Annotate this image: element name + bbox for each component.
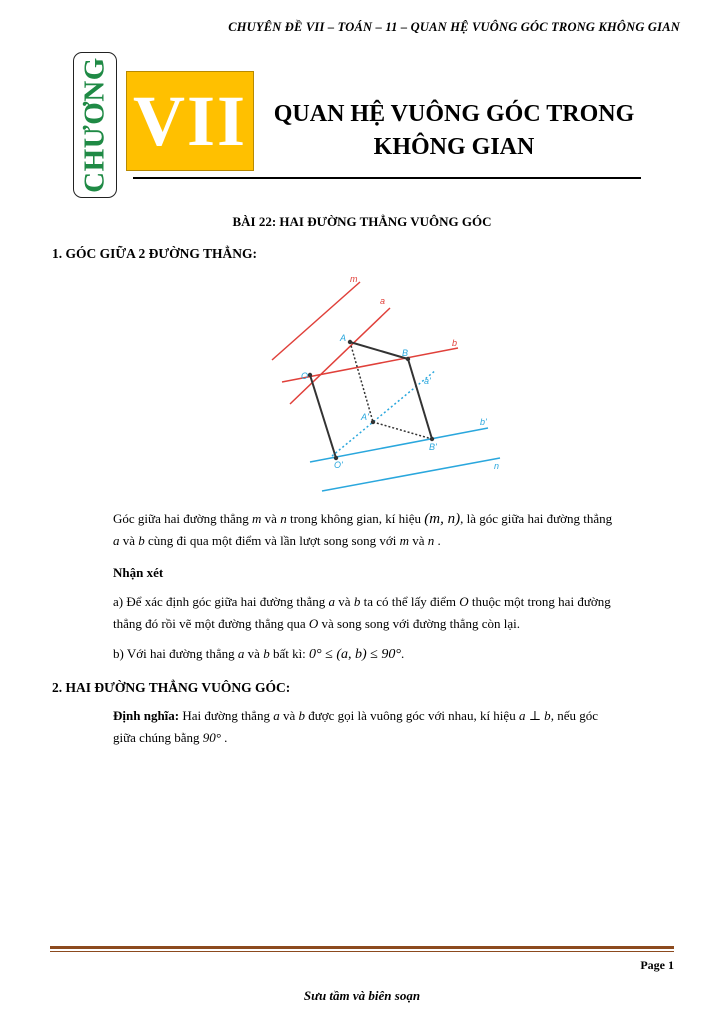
label-n: n xyxy=(494,461,500,471)
line-b xyxy=(282,348,458,382)
chapter-title-line2: KHÔNG GIAN xyxy=(373,134,535,160)
remark-a xyxy=(113,591,679,635)
line-n xyxy=(322,458,500,491)
angle-definition-line2: a và b cùng đi qua một điểm và lần lượt song song với m và n . xyxy=(113,533,441,548)
segment-OO-prime xyxy=(310,375,336,458)
chapter-number: VII xyxy=(132,81,248,161)
footer-rule-thin xyxy=(50,951,674,952)
chapter-number-badge xyxy=(126,71,254,171)
label-b: b xyxy=(452,338,458,348)
point-O xyxy=(308,373,312,377)
lesson-title: BÀI 22: HAI ĐƯỜNG THẲNG VUÔNG GÓC xyxy=(232,214,492,229)
line-m xyxy=(272,282,360,360)
label-A-prime: A' xyxy=(361,412,369,422)
remark-a-line1: a) Để xác định góc giữa hai đường thẳng a và b ta có thể lấy điểm O thuộc một trong hai đường xyxy=(113,594,611,609)
chapter-title xyxy=(262,98,646,164)
footer-rule-thick xyxy=(50,946,674,949)
remark-a-line2: thẳng đó rồi vẽ một đường thẳng qua O và song song với đường thẳng còn lại. xyxy=(113,616,520,631)
remark-b: b) Với hai đường thẳng a và b bất kì: 0° ≤ (a, b) ≤ 90°. xyxy=(113,646,405,662)
label-A: A xyxy=(340,333,347,343)
section2-heading: 2. HAI ĐƯỜNG THẲNG VUÔNG GÓC: xyxy=(52,680,291,695)
point-B-prime xyxy=(430,437,434,441)
label-a: a xyxy=(380,296,386,306)
label-O: O xyxy=(301,371,309,381)
point-A xyxy=(348,340,352,344)
footer-credit: Sưu tầm và biên soạn xyxy=(303,988,421,1003)
line-a xyxy=(290,308,390,404)
point-A-prime xyxy=(371,420,375,424)
chapter-label-box xyxy=(73,52,117,198)
running-header: CHUYÊN ĐỀ VII – TOÁN – 11 – QUAN HỆ VUÔNG GÓC TRONG KHÔNG GIAN xyxy=(228,20,680,34)
segment-AB xyxy=(350,342,408,359)
title-divider xyxy=(133,177,641,179)
angle-definition xyxy=(113,508,679,552)
page-number: Page 1 xyxy=(640,958,674,972)
perpendicular-definition-line2: giữa chúng bằng 90° . xyxy=(113,730,228,745)
perpendicular-definition xyxy=(113,705,679,749)
chapter-title-line1: QUAN HỆ VUÔNG GÓC TRONG xyxy=(273,101,635,127)
segment-BB-prime xyxy=(408,359,432,439)
chapter-label: CHƯƠNG xyxy=(78,57,111,193)
line-a-prime xyxy=(332,370,436,456)
label-a-prime: a' xyxy=(424,376,431,386)
section1-heading: 1. GÓC GIỮA 2 ĐƯỜNG THẲNG: xyxy=(52,246,258,261)
angle-definition-line1: Góc giữa hai đường thẳng m và n trong không gian, kí hiệu (m, n), là góc giữa hai đường thẳng xyxy=(113,511,613,527)
label-B: B xyxy=(402,348,409,358)
segment-AA-prime xyxy=(350,342,373,422)
angle-notation: (m, n) xyxy=(424,511,461,527)
angle-figure xyxy=(268,268,508,498)
remark-title: Nhận xét xyxy=(113,565,164,580)
label-O-prime: O' xyxy=(334,460,343,470)
angle-range-formula: 0° ≤ (a, b) ≤ 90° xyxy=(309,647,401,662)
label-B-prime: B' xyxy=(429,442,437,452)
label-b-prime: b' xyxy=(480,417,487,427)
definition-label: Định nghĩa: xyxy=(113,708,180,723)
segment-A-prime-B-prime xyxy=(373,422,432,439)
perpendicular-notation: a ⊥ b xyxy=(518,708,551,723)
perpendicular-definition-line1: Định nghĩa: Hai đường thẳng a và b được gọi là vuông góc với nhau, kí hiệu a ⊥ b, nếu góc xyxy=(113,708,598,723)
label-m: m xyxy=(350,274,358,284)
